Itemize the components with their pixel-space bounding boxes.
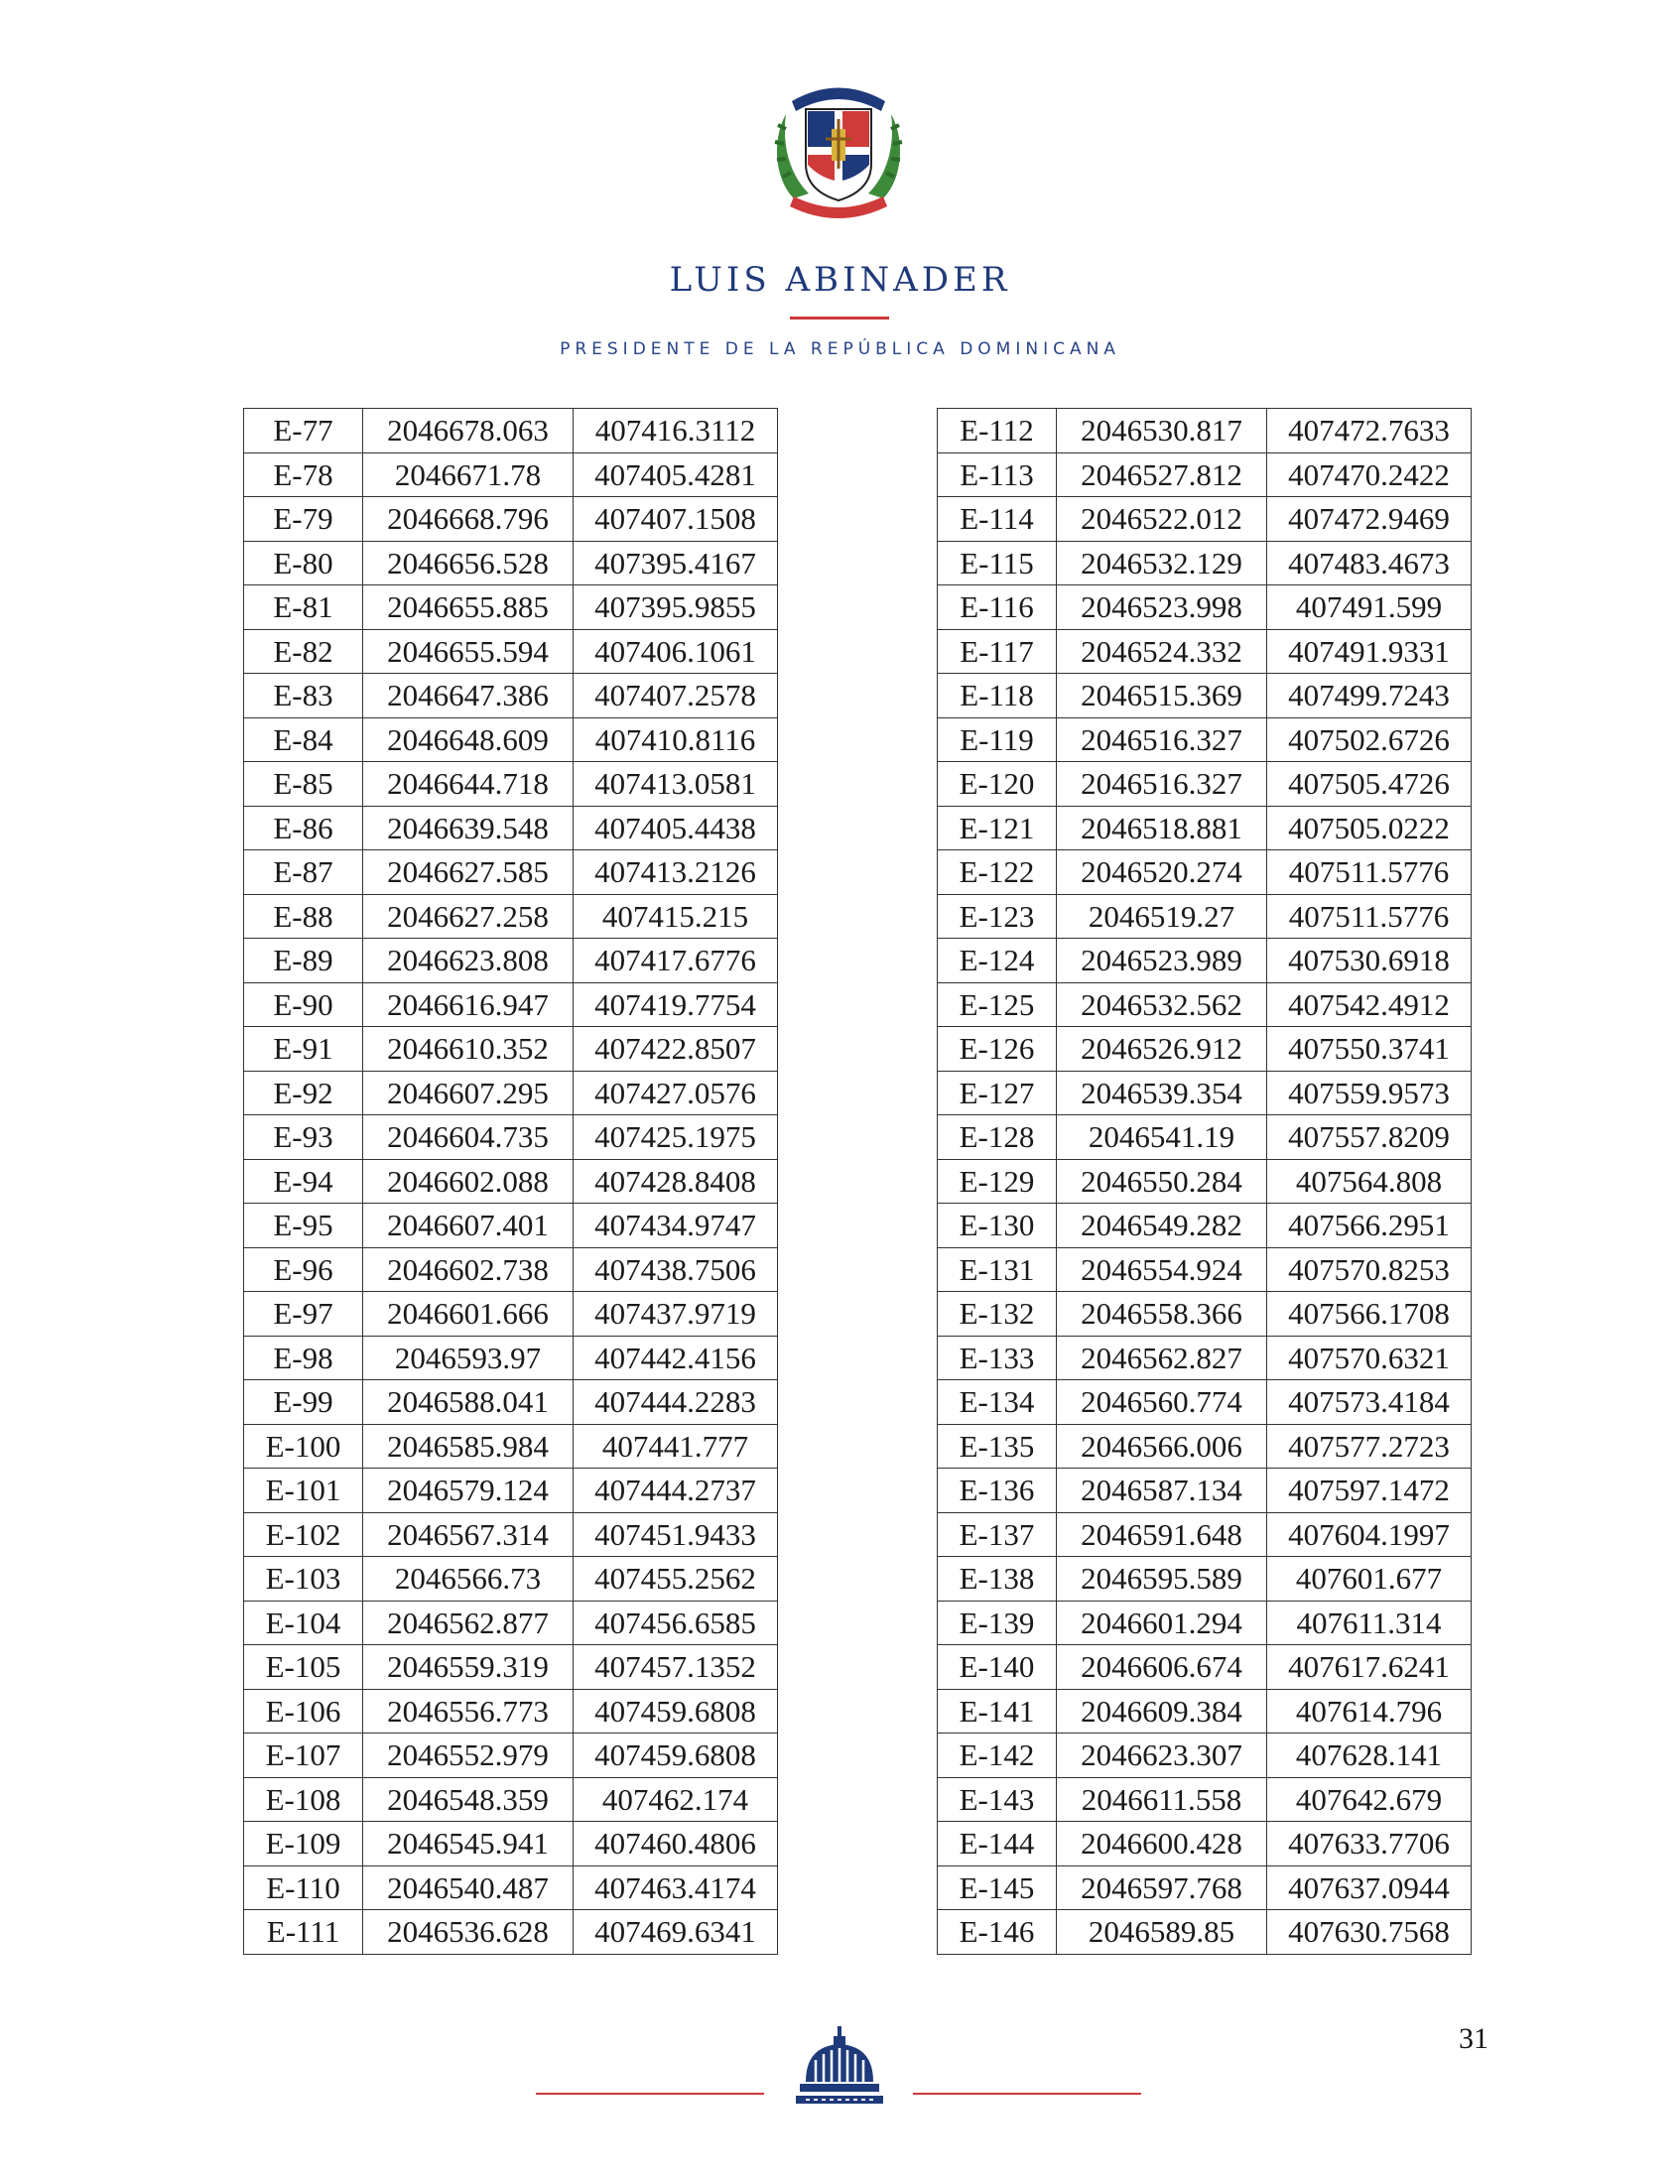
table-row	[938, 1777, 1472, 1822]
point-id-cell: E-97	[244, 1292, 363, 1337]
table-row	[938, 585, 1472, 630]
coordinate-x-cell: 2046566.006	[1057, 1424, 1267, 1469]
point-id-cell: E-114	[938, 497, 1057, 542]
point-id-cell: E-119	[938, 717, 1057, 762]
coordinate-x-cell: 2046539.354	[1057, 1071, 1267, 1115]
coordinate-y-cell: 407451.9433	[574, 1512, 778, 1557]
table-row	[938, 452, 1472, 497]
coordinate-y-cell: 407570.6321	[1267, 1336, 1472, 1380]
coordinate-y-cell: 407410.8116	[574, 717, 778, 762]
table-row	[244, 762, 778, 807]
coordinate-x-cell: 2046554.924	[1057, 1247, 1267, 1292]
table-row	[938, 1380, 1472, 1425]
table-row	[244, 1734, 778, 1778]
coordinate-x-cell: 2046588.041	[363, 1380, 574, 1425]
table-row	[244, 1910, 778, 1955]
table-row	[244, 497, 778, 542]
coordinate-x-cell: 2046527.812	[1057, 452, 1267, 497]
point-id-cell: E-135	[938, 1424, 1057, 1469]
table-row	[938, 1336, 1472, 1380]
coordinate-y-cell: 407444.2737	[574, 1469, 778, 1513]
point-id-cell: E-123	[938, 894, 1057, 939]
table-row	[938, 1865, 1472, 1910]
coordinate-x-cell: 2046559.319	[363, 1645, 574, 1690]
point-id-cell: E-86	[244, 806, 363, 850]
coordinate-y-cell: 407472.7633	[1267, 409, 1472, 453]
coordinate-x-cell: 2046591.648	[1057, 1512, 1267, 1557]
table-row	[244, 674, 778, 718]
point-id-cell: E-121	[938, 806, 1057, 850]
coordinate-y-cell: 407642.679	[1267, 1777, 1472, 1822]
point-id-cell: E-126	[938, 1027, 1057, 1072]
coordinate-x-cell: 2046671.78	[363, 452, 574, 497]
coordinate-x-cell: 2046548.359	[363, 1777, 574, 1822]
point-id-cell: E-145	[938, 1865, 1057, 1910]
point-id-cell: E-90	[244, 982, 363, 1027]
coordinate-x-cell: 2046623.307	[1057, 1734, 1267, 1778]
coordinate-x-cell: 2046601.666	[363, 1292, 574, 1337]
coordinate-y-cell: 407470.2422	[1267, 452, 1472, 497]
national-palace-dome-icon	[792, 2024, 887, 2108]
coordinate-x-cell: 2046616.947	[363, 982, 574, 1027]
coordinate-x-cell: 2046668.796	[363, 497, 574, 542]
coordinate-y-cell: 407566.2951	[1267, 1204, 1472, 1248]
table-row	[244, 1115, 778, 1160]
point-id-cell: E-102	[244, 1512, 363, 1557]
coordinate-y-cell: 407438.7506	[574, 1247, 778, 1292]
table-row	[244, 1777, 778, 1822]
point-id-cell: E-93	[244, 1115, 363, 1160]
table-row	[244, 1380, 778, 1425]
coordinate-y-cell: 407505.4726	[1267, 762, 1472, 807]
coordinate-x-cell: 2046600.428	[1057, 1822, 1267, 1866]
point-id-cell: E-146	[938, 1910, 1057, 1955]
point-id-cell: E-132	[938, 1292, 1057, 1337]
table-row	[938, 1247, 1472, 1292]
table-row	[938, 1645, 1472, 1690]
table-row	[244, 1292, 778, 1337]
coordinate-y-cell: 407413.0581	[574, 762, 778, 807]
coordinate-y-cell: 407557.8209	[1267, 1115, 1472, 1160]
coordinate-y-cell: 407405.4281	[574, 452, 778, 497]
coordinate-x-cell: 2046523.989	[1057, 939, 1267, 983]
coordinate-x-cell: 2046541.19	[1057, 1115, 1267, 1160]
coordinate-x-cell: 2046585.984	[363, 1424, 574, 1469]
table-row	[244, 939, 778, 983]
coordinate-y-cell: 407505.0222	[1267, 806, 1472, 850]
point-id-cell: E-118	[938, 674, 1057, 718]
point-id-cell: E-117	[938, 629, 1057, 674]
coordinate-x-cell: 2046540.487	[363, 1865, 574, 1910]
coordinate-y-cell: 407441.777	[574, 1424, 778, 1469]
coordinate-x-cell: 2046560.774	[1057, 1380, 1267, 1425]
coordinate-x-cell: 2046655.885	[363, 585, 574, 630]
table-row	[938, 1027, 1472, 1072]
coordinate-y-cell: 407597.1472	[1267, 1469, 1472, 1513]
point-id-cell: E-129	[938, 1159, 1057, 1204]
coordinate-x-cell: 2046526.912	[1057, 1027, 1267, 1072]
table-row	[244, 1557, 778, 1602]
coordinate-y-cell: 407434.9747	[574, 1204, 778, 1248]
coordinate-x-cell: 2046609.384	[1057, 1689, 1267, 1734]
coordinate-x-cell: 2046518.881	[1057, 806, 1267, 850]
coordinate-y-cell: 407416.3112	[574, 409, 778, 453]
point-id-cell: E-116	[938, 585, 1057, 630]
point-id-cell: E-87	[244, 850, 363, 895]
point-id-cell: E-99	[244, 1380, 363, 1425]
table-row	[938, 1204, 1472, 1248]
coordinate-x-cell: 2046519.27	[1057, 894, 1267, 939]
table-row	[244, 806, 778, 850]
coordinate-y-cell: 407511.5776	[1267, 894, 1472, 939]
point-id-cell: E-141	[938, 1689, 1057, 1734]
point-id-cell: E-77	[244, 409, 363, 453]
table-row	[244, 1204, 778, 1248]
coordinate-x-cell: 2046516.327	[1057, 717, 1267, 762]
point-id-cell: E-96	[244, 1247, 363, 1292]
coordinate-y-cell: 407577.2723	[1267, 1424, 1472, 1469]
coordinate-x-cell: 2046593.97	[363, 1336, 574, 1380]
coordinate-x-cell: 2046562.827	[1057, 1336, 1267, 1380]
point-id-cell: E-80	[244, 541, 363, 585]
coordinate-y-cell: 407573.4184	[1267, 1380, 1472, 1425]
table-row	[938, 1910, 1472, 1955]
coordinate-y-cell: 407460.4806	[574, 1822, 778, 1866]
table-row	[938, 1557, 1472, 1602]
coordinate-y-cell: 407405.4438	[574, 806, 778, 850]
point-id-cell: E-82	[244, 629, 363, 674]
coordinate-y-cell: 407633.7706	[1267, 1822, 1472, 1866]
coordinate-y-cell: 407442.4156	[574, 1336, 778, 1380]
coordinate-y-cell: 407457.1352	[574, 1645, 778, 1690]
point-id-cell: E-88	[244, 894, 363, 939]
coordinate-x-cell: 2046556.773	[363, 1689, 574, 1734]
coordinate-y-cell: 407502.6726	[1267, 717, 1472, 762]
point-id-cell: E-111	[244, 1910, 363, 1955]
table-row	[938, 629, 1472, 674]
coordinate-x-cell: 2046532.129	[1057, 541, 1267, 585]
point-id-cell: E-108	[244, 1777, 363, 1822]
coordinate-x-cell: 2046566.73	[363, 1557, 574, 1602]
coordinate-y-cell: 407604.1997	[1267, 1512, 1472, 1557]
table-row	[938, 409, 1472, 453]
coordinate-y-cell: 407428.8408	[574, 1159, 778, 1204]
coordinate-y-cell: 407564.808	[1267, 1159, 1472, 1204]
table-row	[938, 541, 1472, 585]
table-row	[244, 1424, 778, 1469]
point-id-cell: E-133	[938, 1336, 1057, 1380]
coordinate-y-cell: 407617.6241	[1267, 1645, 1472, 1690]
coordinate-x-cell: 2046516.327	[1057, 762, 1267, 807]
point-id-cell: E-91	[244, 1027, 363, 1072]
table-row	[244, 1027, 778, 1072]
point-id-cell: E-85	[244, 762, 363, 807]
coordinate-x-cell: 2046530.817	[1057, 409, 1267, 453]
coordinate-y-cell: 407637.0944	[1267, 1865, 1472, 1910]
coordinate-y-cell: 407463.4174	[574, 1865, 778, 1910]
point-id-cell: E-122	[938, 850, 1057, 895]
point-id-cell: E-81	[244, 585, 363, 630]
coordinate-x-cell: 2046644.718	[363, 762, 574, 807]
table-row	[244, 1247, 778, 1292]
point-id-cell: E-79	[244, 497, 363, 542]
footer-rule-left	[536, 2093, 764, 2095]
coordinate-x-cell: 2046523.998	[1057, 585, 1267, 630]
table-row	[938, 1071, 1472, 1115]
table-row	[938, 1734, 1472, 1778]
coordinate-y-cell: 407425.1975	[574, 1115, 778, 1160]
coordinate-x-cell: 2046522.012	[1057, 497, 1267, 542]
coordinate-x-cell: 2046524.332	[1057, 629, 1267, 674]
coordinate-x-cell: 2046597.768	[1057, 1865, 1267, 1910]
coordinate-y-cell: 407444.2283	[574, 1380, 778, 1425]
point-id-cell: E-134	[938, 1380, 1057, 1425]
point-id-cell: E-128	[938, 1115, 1057, 1160]
table-row	[244, 541, 778, 585]
coordinate-y-cell: 407455.2562	[574, 1557, 778, 1602]
coordinate-x-cell: 2046552.979	[363, 1734, 574, 1778]
point-id-cell: E-109	[244, 1822, 363, 1866]
coordinate-x-cell: 2046602.088	[363, 1159, 574, 1204]
coordinate-y-cell: 407417.6776	[574, 939, 778, 983]
coordinate-x-cell: 2046607.401	[363, 1204, 574, 1248]
table-row	[938, 850, 1472, 895]
coordinate-x-cell: 2046595.589	[1057, 1557, 1267, 1602]
coordinate-y-cell: 407630.7568	[1267, 1910, 1472, 1955]
table-row	[938, 1469, 1472, 1513]
point-id-cell: E-144	[938, 1822, 1057, 1866]
table-row	[938, 982, 1472, 1027]
coordinate-x-cell: 2046655.594	[363, 629, 574, 674]
table-row	[244, 452, 778, 497]
coordinate-y-cell: 407462.174	[574, 1777, 778, 1822]
coordinate-x-cell: 2046579.124	[363, 1469, 574, 1513]
table-row	[938, 1601, 1472, 1645]
table-row	[244, 1159, 778, 1204]
coordinate-x-cell: 2046520.274	[1057, 850, 1267, 895]
point-id-cell: E-113	[938, 452, 1057, 497]
coordinate-y-cell: 407406.1061	[574, 629, 778, 674]
coordinate-x-cell: 2046567.314	[363, 1512, 574, 1557]
point-id-cell: E-115	[938, 541, 1057, 585]
coordinate-y-cell: 407459.6808	[574, 1689, 778, 1734]
coordinate-x-cell: 2046602.738	[363, 1247, 574, 1292]
coordinate-y-cell: 407511.5776	[1267, 850, 1472, 895]
coordinate-x-cell: 2046647.386	[363, 674, 574, 718]
dominican-coat-of-arms-icon	[764, 69, 913, 223]
coordinate-y-cell: 407491.9331	[1267, 629, 1472, 674]
coordinate-x-cell: 2046678.063	[363, 409, 574, 453]
table-row	[938, 1689, 1472, 1734]
coordinate-x-cell: 2046558.366	[1057, 1292, 1267, 1337]
coordinate-x-cell: 2046515.369	[1057, 674, 1267, 718]
footer-rule-right	[913, 2093, 1141, 2095]
point-id-cell: E-103	[244, 1557, 363, 1602]
point-id-cell: E-101	[244, 1469, 363, 1513]
table-row	[244, 850, 778, 895]
coordinate-x-cell: 2046545.941	[363, 1822, 574, 1866]
point-id-cell: E-142	[938, 1734, 1057, 1778]
coordinates-table-left	[243, 408, 778, 1955]
table-row	[244, 1689, 778, 1734]
point-id-cell: E-127	[938, 1071, 1057, 1115]
coordinate-y-cell: 407614.796	[1267, 1689, 1472, 1734]
table-row	[938, 1822, 1472, 1866]
coordinate-x-cell: 2046610.352	[363, 1027, 574, 1072]
point-id-cell: E-138	[938, 1557, 1057, 1602]
point-id-cell: E-136	[938, 1469, 1057, 1513]
coordinate-y-cell: 407415.215	[574, 894, 778, 939]
point-id-cell: E-140	[938, 1645, 1057, 1690]
point-id-cell: E-78	[244, 452, 363, 497]
coordinate-y-cell: 407437.9719	[574, 1292, 778, 1337]
coordinate-y-cell: 407483.4673	[1267, 541, 1472, 585]
coordinate-x-cell: 2046627.585	[363, 850, 574, 895]
point-id-cell: E-89	[244, 939, 363, 983]
coordinate-y-cell: 407395.4167	[574, 541, 778, 585]
table-row	[244, 629, 778, 674]
table-row	[244, 1512, 778, 1557]
coordinate-x-cell: 2046623.808	[363, 939, 574, 983]
point-id-cell: E-84	[244, 717, 363, 762]
coordinate-y-cell: 407419.7754	[574, 982, 778, 1027]
table-row	[244, 1601, 778, 1645]
point-id-cell: E-104	[244, 1601, 363, 1645]
coordinate-y-cell: 407499.7243	[1267, 674, 1472, 718]
table-row	[938, 939, 1472, 983]
president-title: PRESIDENTE DE LA REPÚBLICA DOMINICANA	[560, 339, 1120, 359]
coordinate-y-cell: 407628.141	[1267, 1734, 1472, 1778]
coordinate-x-cell: 2046639.548	[363, 806, 574, 850]
coordinate-x-cell: 2046627.258	[363, 894, 574, 939]
coordinate-y-cell: 407566.1708	[1267, 1292, 1472, 1337]
coordinate-x-cell: 2046589.85	[1057, 1910, 1267, 1955]
table-row	[244, 1645, 778, 1690]
coordinate-y-cell: 407611.314	[1267, 1601, 1472, 1645]
point-id-cell: E-105	[244, 1645, 363, 1690]
coordinate-y-cell: 407542.4912	[1267, 982, 1472, 1027]
table-row	[938, 497, 1472, 542]
point-id-cell: E-131	[938, 1247, 1057, 1292]
coordinate-y-cell: 407459.6808	[574, 1734, 778, 1778]
coordinate-x-cell: 2046587.134	[1057, 1469, 1267, 1513]
table-row	[244, 1822, 778, 1866]
point-id-cell: E-130	[938, 1204, 1057, 1248]
coordinate-x-cell: 2046606.674	[1057, 1645, 1267, 1690]
point-id-cell: E-112	[938, 409, 1057, 453]
table-row	[244, 1469, 778, 1513]
name-underline	[790, 317, 889, 320]
coordinate-x-cell: 2046550.284	[1057, 1159, 1267, 1204]
coordinate-x-cell: 2046648.609	[363, 717, 574, 762]
table-row	[938, 1424, 1472, 1469]
table-row	[244, 717, 778, 762]
point-id-cell: E-120	[938, 762, 1057, 807]
point-id-cell: E-94	[244, 1159, 363, 1204]
coordinate-y-cell: 407550.3741	[1267, 1027, 1472, 1072]
coordinates-table-right	[937, 408, 1472, 1955]
point-id-cell: E-124	[938, 939, 1057, 983]
point-id-cell: E-107	[244, 1734, 363, 1778]
coordinate-x-cell: 2046601.294	[1057, 1601, 1267, 1645]
coordinate-x-cell: 2046549.282	[1057, 1204, 1267, 1248]
president-name: LUIS ABINADER	[669, 260, 1011, 300]
table-row	[244, 1336, 778, 1380]
point-id-cell: E-143	[938, 1777, 1057, 1822]
point-id-cell: E-95	[244, 1204, 363, 1248]
table-row	[244, 894, 778, 939]
coordinate-y-cell: 407570.8253	[1267, 1247, 1472, 1292]
coordinate-x-cell: 2046604.735	[363, 1115, 574, 1160]
point-id-cell: E-125	[938, 982, 1057, 1027]
table-row	[244, 982, 778, 1027]
point-id-cell: E-98	[244, 1336, 363, 1380]
point-id-cell: E-139	[938, 1601, 1057, 1645]
table-row	[244, 585, 778, 630]
table-row	[938, 1512, 1472, 1557]
table-row	[938, 1159, 1472, 1204]
coordinate-x-cell: 2046607.295	[363, 1071, 574, 1115]
table-row	[938, 894, 1472, 939]
coordinate-y-cell: 407559.9573	[1267, 1071, 1472, 1115]
coordinate-y-cell: 407472.9469	[1267, 497, 1472, 542]
point-id-cell: E-92	[244, 1071, 363, 1115]
table-row	[938, 1115, 1472, 1160]
coordinate-y-cell: 407530.6918	[1267, 939, 1472, 983]
coordinate-x-cell: 2046536.628	[363, 1910, 574, 1955]
table-row	[938, 674, 1472, 718]
coordinate-y-cell: 407601.677	[1267, 1557, 1472, 1602]
table-row	[938, 762, 1472, 807]
coordinate-x-cell: 2046656.528	[363, 541, 574, 585]
coordinate-y-cell: 407413.2126	[574, 850, 778, 895]
point-id-cell: E-110	[244, 1865, 363, 1910]
coordinate-y-cell: 407427.0576	[574, 1071, 778, 1115]
coordinate-y-cell: 407407.1508	[574, 497, 778, 542]
coordinate-y-cell: 407422.8507	[574, 1027, 778, 1072]
point-id-cell: E-137	[938, 1512, 1057, 1557]
point-id-cell: E-106	[244, 1689, 363, 1734]
coordinate-x-cell: 2046562.877	[363, 1601, 574, 1645]
page-number: 31	[1459, 2022, 1488, 2055]
table-row	[244, 409, 778, 453]
coordinate-y-cell: 407491.599	[1267, 585, 1472, 630]
coordinate-y-cell: 407407.2578	[574, 674, 778, 718]
point-id-cell: E-100	[244, 1424, 363, 1469]
coordinate-y-cell: 407469.6341	[574, 1910, 778, 1955]
coordinate-x-cell: 2046611.558	[1057, 1777, 1267, 1822]
coordinate-y-cell: 407456.6585	[574, 1601, 778, 1645]
coordinate-y-cell: 407395.9855	[574, 585, 778, 630]
point-id-cell: E-83	[244, 674, 363, 718]
table-row	[938, 717, 1472, 762]
table-row	[938, 806, 1472, 850]
table-row	[244, 1071, 778, 1115]
coordinate-x-cell: 2046532.562	[1057, 982, 1267, 1027]
table-row	[244, 1865, 778, 1910]
table-row	[938, 1292, 1472, 1337]
